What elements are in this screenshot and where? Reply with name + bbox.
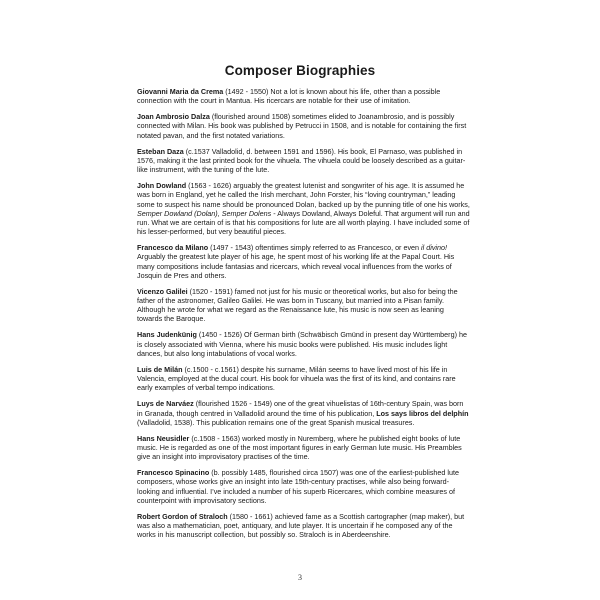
- composer-name: John Dowland: [137, 181, 187, 191]
- composer-name: Francesco Spinacino: [137, 468, 210, 478]
- biography-entry: [137, 181, 470, 236]
- biography-text: Arguably the greatest lute player of his age, he spent most of his working life at the Papal Court. His many compositions include fantasias and ricercars, which reveal vocal influences from the works of Josquin de Pres and others.: [137, 252, 455, 280]
- biography-entry: [137, 287, 470, 324]
- composer-name: Francesco da Milano: [137, 243, 209, 253]
- biography-entry: [137, 112, 470, 139]
- biography-entry: [137, 399, 470, 426]
- composer-name: Vicenzo Galilei: [137, 286, 188, 296]
- biography-text: (c.1508 - 1563) worked mostly in Nuremberg, where he published eight books of lute music. He is regarded as one of the most important figures in early German lute music. His Preambles give an insight into improvisatory practises of the time.: [137, 433, 462, 462]
- biography-text: (flourished around 1508) sometimes elided to Joanambrosio, and is possibly connected with Milan. His book was published by Petrucci in 1508, and is notable for containing the first notated pavan, and the first notated variations.: [137, 112, 467, 140]
- composer-name: Luis de Milán: [137, 364, 183, 374]
- bold-title: Los says libros del delphín: [376, 408, 469, 418]
- biography-text: (1520 - 1591) famed not just for his music or theoretical works, but also for being the father of the astronomer, Galileo Galilei. He was born in Tuscany, but married into a Pisan family. Although he wrote for what we regard as the Renaissance lute, his music is now seen as leaning towards the Baroque.: [137, 286, 458, 324]
- biography-entry: [137, 87, 470, 105]
- biography-entry: [137, 434, 470, 461]
- biography-text: (1492 - 1550) Not a lot is known about his life, other than a possible connection with the court in Mantua. His ricercars are notable for their use of imitation.: [137, 87, 441, 106]
- composer-name: Robert Gordon of Straloch: [137, 511, 228, 521]
- biography-entry: [137, 512, 470, 539]
- biography-text: (c.1500 - c.1561) despite his surname, Milán seems to have lived most of his life in Valencia, employed at the ducal court. His book for vihuela was the first of its kind, and contains rare early examples of verbal tempo indications.: [137, 364, 456, 393]
- biography-text: (1563 - 1626) arguably the greatest lutenist and songwriter of his age. It is assumed he was born in England, yet he called the Irish merchant, John Forster, his “loving countryman,” leading some to suspect his name should be pronounced Dolan, backed up by the punning title of one his works,: [137, 181, 470, 209]
- italic-title: Semper Dowland (Dolan), Semper Dolens: [137, 208, 272, 218]
- composer-name: Luys de Narváez: [137, 399, 194, 409]
- page-title: Composer Biographies: [224, 63, 376, 78]
- biography-text: - Always Dowland, Always Doleful. That argument will run and run. What we are certain of is that his compositions for lute are all worth playing. I have included some of his lesser-performed, but very beautiful pieces.: [137, 208, 470, 237]
- biography-text: (b. possibly 1485, flourished circa 1507) was one of the earliest-published lute composers, whose works give an insight into late 15th-century practises, while also being forward-looking and influential. I’ve included a number of his superb Ricercares, which combine measures of counterpoint with improvisatory sections.: [137, 468, 460, 505]
- composer-name: Hans Neusidler: [137, 433, 190, 443]
- composer-name: Esteban Daza: [137, 146, 184, 156]
- biography-entry: [137, 468, 470, 505]
- biography-text: (c.1537 Valladolid, d. between 1591 and 1596). His book, El Parnaso, was published in 1576, making it the last printed book for the vihuela. The vihuela could be loosely described as a guitar-like instrument, with the tuning of the lute.: [137, 146, 466, 175]
- biography-text: (1497 - 1543) oftentimes simply referred to as Francesco, or even: [208, 243, 422, 253]
- biography-text: (1580 - 1661) achieved fame as a Scottish cartographer (map maker), but was also a mathematician, poet, antiquary, and lute player. It is uncertain if he composed any of the works in his manuscript collection, but possibly so. Straloch is in Aberdeenshire.: [137, 511, 465, 540]
- page-number: 3: [298, 573, 302, 582]
- biography-text: (1450 - 1526) Of German birth (Schwäbisch Gmünd in present day Württemberg) he is closely associated with Vienna, where his music books were published. His music includes light dances, but also long intabulations of vocal works.: [137, 330, 467, 358]
- biography-entry: [137, 365, 470, 392]
- biography-list: [137, 87, 470, 546]
- biography-entry: [137, 330, 470, 357]
- biography-text: (Valladolid, 1538). This publication remains one of the great Spanish musical treasures.: [137, 417, 415, 427]
- biography-text: (flourished 1526 - 1549) one of the great vihuelistas of 16th-century Spain, was born in Granada, though centred in Valladolid around the time of his publication,: [137, 399, 464, 418]
- composer-name: Giovanni Maria da Crema: [137, 87, 224, 96]
- biography-entry: [137, 147, 470, 174]
- composer-name: Joan Ambrosio Dalza: [137, 112, 210, 122]
- italic-title: il divino!: [421, 243, 448, 253]
- biography-entry: [137, 243, 470, 280]
- composer-name: Hans Judenkünig: [137, 330, 197, 340]
